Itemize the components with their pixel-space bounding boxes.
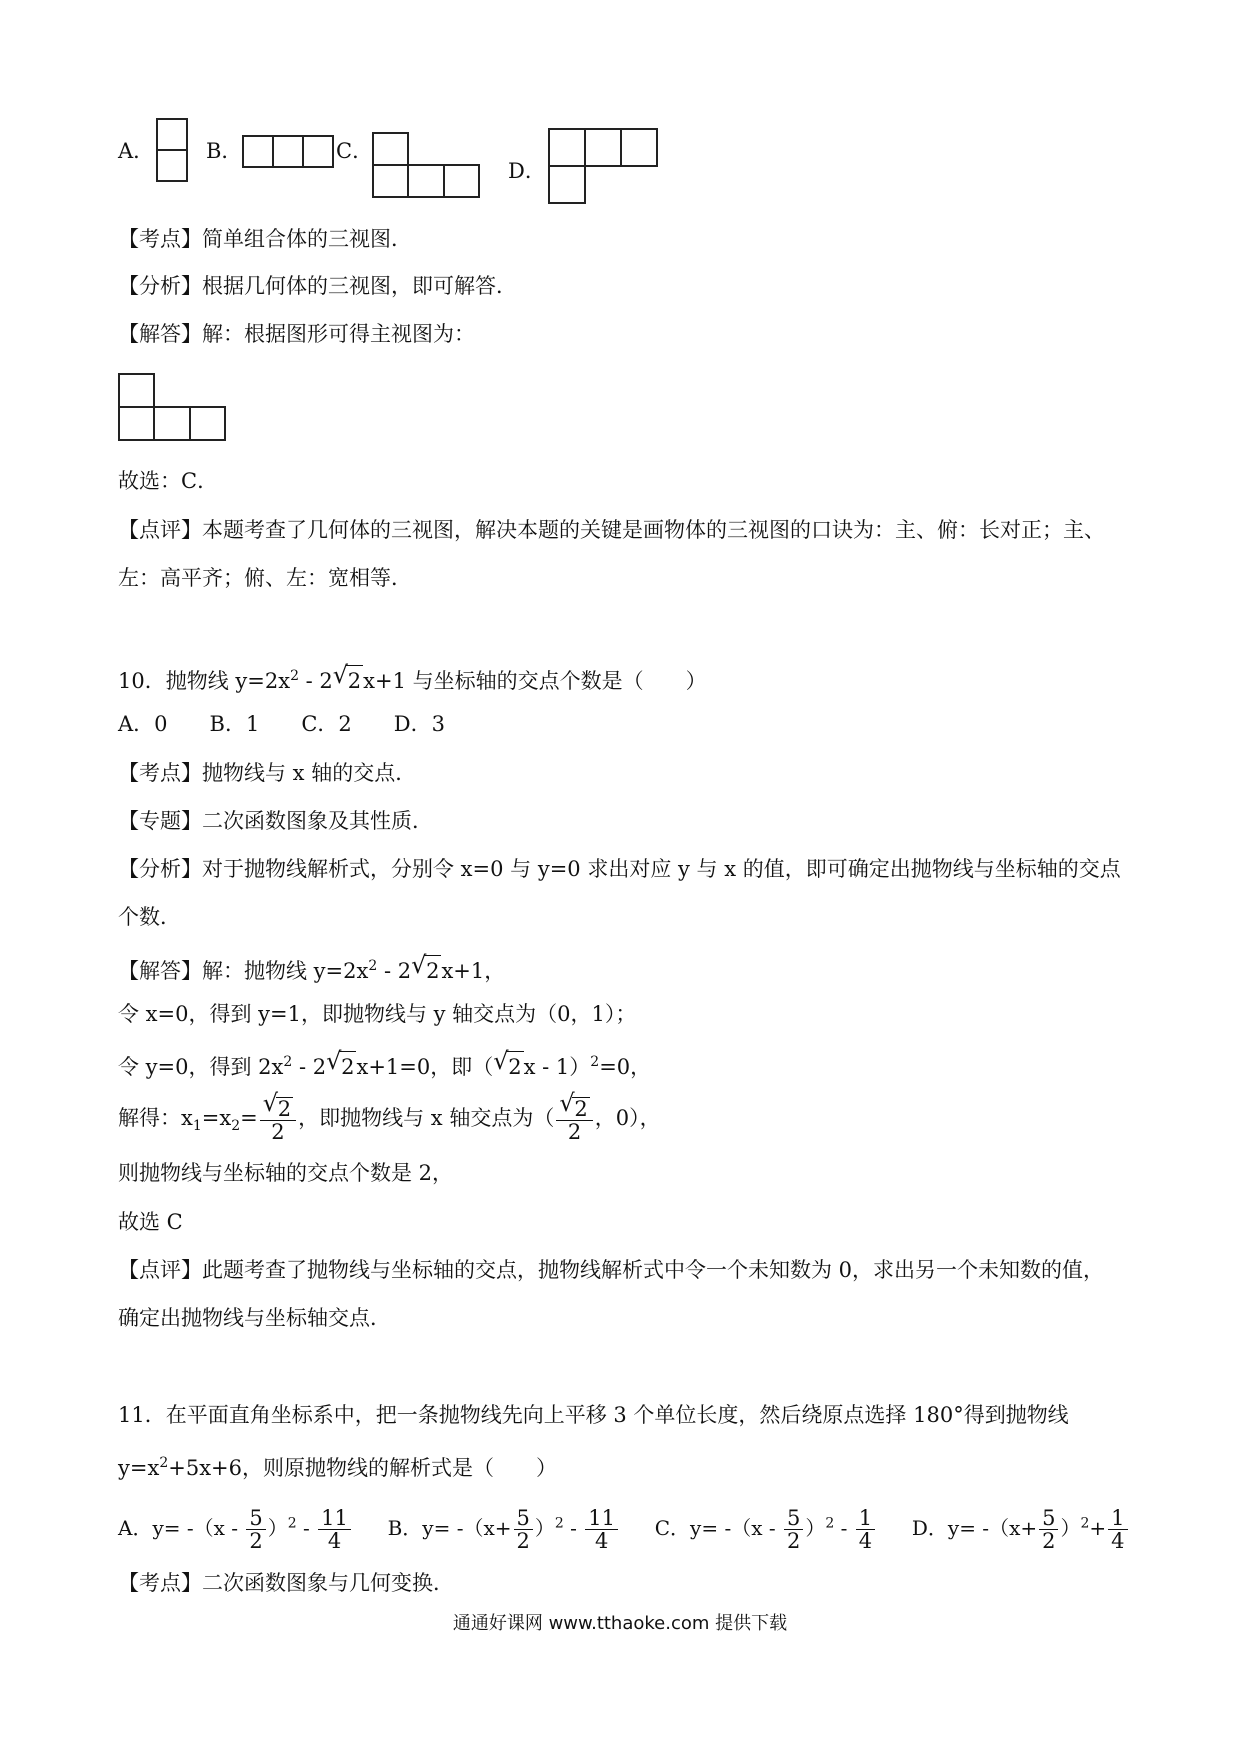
q11-option-c: C．y= -（x - $\frac{5}{2}$ ）$^2$ - $\frac{1}{4}$	[655, 1516, 877, 1540]
q9-option-c-label: C．	[336, 139, 374, 163]
q9-dianping-line1: 【点评】本题考查了几何体的三视图，解决本题的关键是画物体的三视图的口诀为：主、俯：长对正；主、	[118, 518, 1105, 542]
q9-kaodian: 【考点】简单组合体的三视图．	[118, 227, 412, 251]
q9-option-d-label: D．	[508, 159, 546, 183]
q10-fenxi-line1: 【分析】对于抛物线解析式，分别令 x=0 与 y=0 求出对应 y 与 x 的值，即可确定出抛物线与坐标轴的交点	[118, 857, 1121, 881]
q9-option-a-figure	[156, 118, 188, 182]
sqrt2-over-2-fraction-2: √ $\frac{2}{2}$	[556, 1097, 592, 1143]
q10-answer: 故选 C	[118, 1210, 183, 1234]
q10-fenxi-line2: 个数．	[118, 905, 181, 929]
q9-jieda: 【解答】解：根据图形可得主视图为：	[118, 322, 475, 346]
q9-fenxi: 【分析】根据几何体的三视图，即可解答．	[118, 274, 517, 298]
q9-option-c-figure	[372, 132, 480, 198]
q10-jieda: 【解答】解：抛物线 $y=2x^2 - 2√$ 2x+1，	[118, 951, 505, 986]
q10-step4: 则抛物线与坐标轴的交点个数是 2，	[118, 1161, 454, 1185]
q9-option-b-figure	[242, 135, 334, 168]
sqrt2-over-2-fraction: √ $\frac{2}{2}$	[260, 1097, 296, 1143]
q11-stem-line2: $y=x^2+5x+6$，则原抛物线的解析式是（ ）	[118, 1455, 557, 1480]
q10-stem: 10．抛物线 $y=2x^2 - 2√$ 2x+1 与坐标轴的交点个数是（ ）	[118, 661, 707, 696]
q11-stem-line1: 11．在平面直角坐标系中，把一条抛物线先向上平移 3 个单位长度，然后绕原点选择 180°得到抛物线	[118, 1403, 1069, 1427]
q10-step1: 令 x=0，得到 y=1，即抛物线与 y 轴交点为（0，1）；	[118, 1002, 637, 1026]
q9-option-b-label: B．	[206, 139, 243, 163]
q11-options	[118, 1495, 1130, 1556]
q10-choices: A．0 B．1 C．2 D．3	[118, 712, 445, 736]
q10-step2: 令 y=0，得到 $2x^2 - 2√$ 2x+1=0，即（√ 2x - 1）$^2$=0，	[118, 1047, 651, 1082]
q10-kaodian: 【考点】抛物线与 x 轴的交点．	[118, 761, 417, 785]
q10-dianping-line2: 确定出抛物线与坐标轴交点．	[118, 1306, 391, 1330]
page-footer: 通通好课网 www.tthaoke.com 提供下载	[452, 1613, 788, 1634]
q11-option-a: A．y= -（x - $\frac{5}{2}$ ）$^2$ - $\frac{11}{4}$	[118, 1516, 353, 1540]
q11-option-b: B．y= -（x+ $\frac{5}{2}$ ）$^2$ - $\frac{11}{4}$	[388, 1516, 620, 1540]
q11-option-d: D．y= -（x+ $\frac{5}{2}$ ）$^2$+ $\frac{1}{4}$	[912, 1516, 1130, 1540]
q9-option-d-figure	[548, 128, 658, 204]
q9-answer: 故选：C．	[118, 469, 219, 493]
q10-step3: 解得：$x_1=x_2=$ √ $\frac{2}{2}$ ，即抛物线与 x 轴交点为（ √ $\frac{2}{2}$ ，0），	[118, 1090, 661, 1154]
q10-dianping-line1: 【点评】此题考查了抛物线与坐标轴的交点，抛物线解析式中令一个未知数为 0，求出另一个未知数的值，	[118, 1258, 1105, 1282]
q10-zhuanti: 【专题】二次函数图象及其性质．	[118, 809, 433, 833]
q9-answer-figure	[118, 373, 226, 441]
q9-option-a-label: A．	[118, 139, 155, 163]
q11-kaodian: 【考点】二次函数图象与几何变换．	[118, 1571, 454, 1595]
q9-dianping-line2: 左：高平齐；俯、左：宽相等．	[118, 566, 412, 590]
